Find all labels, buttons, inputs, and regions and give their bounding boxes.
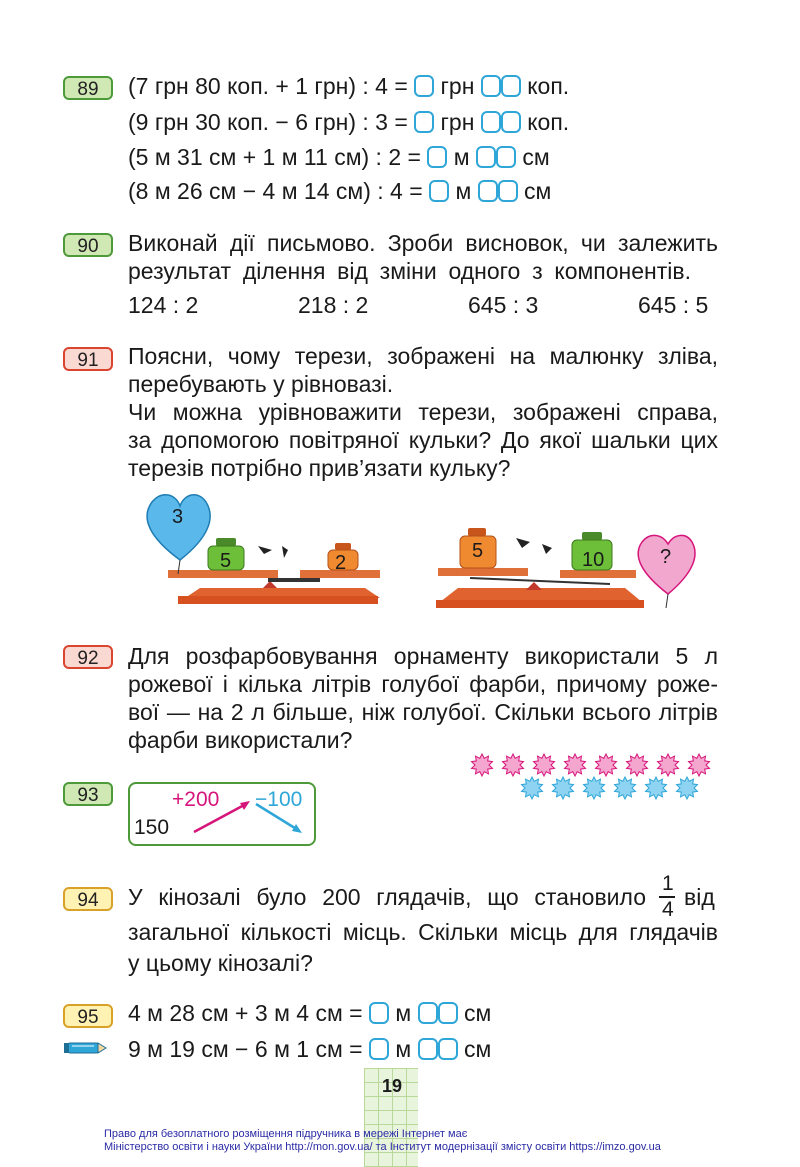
division-expression: 645 : 3	[468, 292, 539, 318]
task-94-line-1-end: від	[684, 884, 715, 910]
pink-star	[658, 754, 679, 776]
blue-star	[646, 777, 667, 799]
blue-star	[584, 777, 605, 799]
answer-box[interactable]	[476, 146, 496, 168]
unit: коп.	[527, 109, 570, 135]
unit: см	[463, 1000, 492, 1026]
unit: см	[463, 1036, 492, 1062]
scale-pointer	[282, 546, 288, 558]
unit: см	[524, 178, 552, 204]
unit: коп.	[527, 73, 570, 99]
footer-source-line: Міністерство освіти і науки України http://mon.gov.ua/ та Інститут модернізації змісту освіти https://imzo.gov.ua	[104, 1141, 661, 1153]
answer-box[interactable]	[369, 1002, 389, 1024]
weight-label: 2	[335, 552, 347, 574]
weight-label: 10	[582, 549, 605, 571]
expression: (7 грн 80 коп. + 1 грн) : 4 =	[128, 73, 408, 99]
answer-box[interactable]	[414, 75, 434, 97]
answer-box[interactable]	[418, 1002, 438, 1024]
arrow-minus	[256, 804, 298, 830]
task-89-line-4	[128, 177, 551, 205]
star-ornament	[466, 752, 726, 802]
scale-base-plate	[178, 596, 378, 604]
task-90-line-2: результат ділення від зміни одного з компонентів.	[128, 258, 691, 284]
division-expression: 645 : 5	[638, 292, 709, 318]
task-92-line-2: рожевої і кілька літрів голубої фарби, причому роже-	[128, 671, 718, 697]
blue-star	[553, 777, 574, 799]
unit: грн	[440, 109, 475, 135]
task-number-90: 90	[63, 233, 113, 257]
division-expression: 124 : 2	[128, 292, 199, 318]
task-91-line-3: Чи можна урівноважити терези, зображені справа,	[128, 399, 718, 425]
weight-top	[582, 532, 602, 540]
task-91-line-2: перебувають у рівновазі.	[128, 371, 394, 397]
unit: м	[453, 144, 470, 170]
task-number-89: 89	[63, 76, 113, 100]
task-94-line-2: загальної кількості місць. Скільки місць для глядачів	[128, 919, 718, 945]
weight-label: 5	[220, 550, 232, 572]
balloon-label: ?	[660, 546, 672, 568]
task-95-line-2	[128, 1035, 491, 1063]
scale-pivot	[526, 582, 542, 590]
task-number-91: 91	[63, 347, 113, 371]
answer-box[interactable]	[481, 111, 501, 133]
division-expression: 218 : 2	[298, 292, 369, 318]
task-94-line-1: У кінозалі було 200 глядачів, що становило	[128, 884, 646, 910]
task-92-line-4: фарби використали?	[128, 727, 353, 753]
blue-star	[522, 777, 543, 799]
arrow-plus	[194, 804, 246, 832]
weight-label: 5	[472, 540, 484, 562]
answer-box[interactable]	[478, 180, 498, 202]
scale-pointer	[258, 546, 272, 554]
unit: см	[522, 144, 550, 170]
weight-top	[335, 543, 351, 550]
pencil-icon	[62, 1039, 108, 1057]
scale-left-pan	[438, 568, 528, 576]
expression: 4 м 28 см + 3 м 4 см =	[128, 1000, 363, 1026]
task-90-line-1: Виконай дії письмово. Зроби висновок, чи залежить	[128, 230, 718, 256]
expression: (5 м 31 см + 1 м 11 см) : 2 =	[128, 144, 421, 170]
answer-box[interactable]	[501, 75, 521, 97]
chain-start-value: 150	[134, 816, 170, 839]
scale-beam	[470, 578, 610, 584]
unit: грн	[440, 73, 475, 99]
answer-box[interactable]	[481, 75, 501, 97]
weight-top	[216, 538, 236, 546]
scale-pointer	[516, 538, 530, 548]
task-91-line-5: терезів потрібно прив’язати кульку?	[128, 455, 511, 481]
chain-arrows	[128, 782, 316, 846]
scale-base	[440, 588, 642, 602]
task-92-line-3: вої — на 2 л більше, ніж голубої. Скільки всього літрів	[128, 699, 718, 725]
unit: м	[455, 178, 472, 204]
scale-base-plate	[436, 600, 644, 608]
answer-box[interactable]	[427, 146, 447, 168]
scale-pointer	[542, 544, 552, 554]
footer-license-line: Право для безоплатного розміщення підручника в мережі Інтернет має	[104, 1128, 468, 1140]
pink-star	[472, 754, 493, 776]
answer-box[interactable]	[418, 1038, 438, 1060]
blue-star	[615, 777, 636, 799]
pink-star	[565, 754, 586, 776]
task-number-93: 93	[63, 782, 113, 806]
arrowhead-minus	[292, 824, 302, 833]
task-94-line-3: у цьому кінозалі?	[128, 950, 313, 976]
page-number: 19	[381, 1076, 403, 1096]
task-number-92: 92	[63, 645, 113, 669]
pink-star	[596, 754, 617, 776]
answer-box[interactable]	[438, 1038, 458, 1060]
task-92-line-1: Для розфарбовування орнаменту використали 5 л	[128, 643, 718, 669]
weight-top	[468, 528, 486, 536]
answer-box[interactable]	[438, 1002, 458, 1024]
answer-box[interactable]	[414, 111, 434, 133]
task-number-94: 94	[63, 887, 113, 911]
pink-star	[689, 754, 710, 776]
task-89-line-1	[128, 72, 569, 100]
pink-star	[627, 754, 648, 776]
unit: м	[395, 1036, 412, 1062]
task-89-line-2	[128, 108, 569, 136]
answer-box[interactable]	[429, 180, 449, 202]
expression: (9 грн 30 коп. − 6 грн) : 3 =	[128, 109, 408, 135]
expression: 9 м 19 см − 6 м 1 см =	[128, 1036, 363, 1062]
blue-star	[677, 777, 698, 799]
answer-box[interactable]	[501, 111, 521, 133]
chain-operation-minus: −100	[255, 788, 303, 811]
scale-beam	[268, 578, 320, 582]
balloon-label: 3	[172, 506, 184, 528]
answer-box[interactable]	[369, 1038, 389, 1060]
task-89-line-3	[128, 143, 550, 171]
task-91-line-4: за допомогою повітряної кульки? До якої шальки цих	[128, 427, 718, 453]
pink-star	[503, 754, 524, 776]
scale-pivot	[263, 581, 277, 588]
fraction-denominator: 4	[662, 898, 674, 921]
answer-box[interactable]	[498, 180, 518, 202]
task-91-line-1: Поясни, чому терези, зображені на малюнку зліва,	[128, 343, 718, 369]
arrowhead-plus	[240, 801, 250, 810]
unit: м	[395, 1000, 412, 1026]
task-95-line-1	[128, 999, 491, 1027]
pink-star	[534, 754, 555, 776]
answer-box[interactable]	[496, 146, 516, 168]
task-number-95: 95	[63, 1004, 113, 1028]
chain-operation-plus: +200	[172, 788, 220, 811]
fraction-numerator: 1	[662, 872, 674, 895]
balloon-string	[666, 594, 668, 608]
expression: (8 м 26 см − 4 м 14 см) : 4 =	[128, 178, 423, 204]
